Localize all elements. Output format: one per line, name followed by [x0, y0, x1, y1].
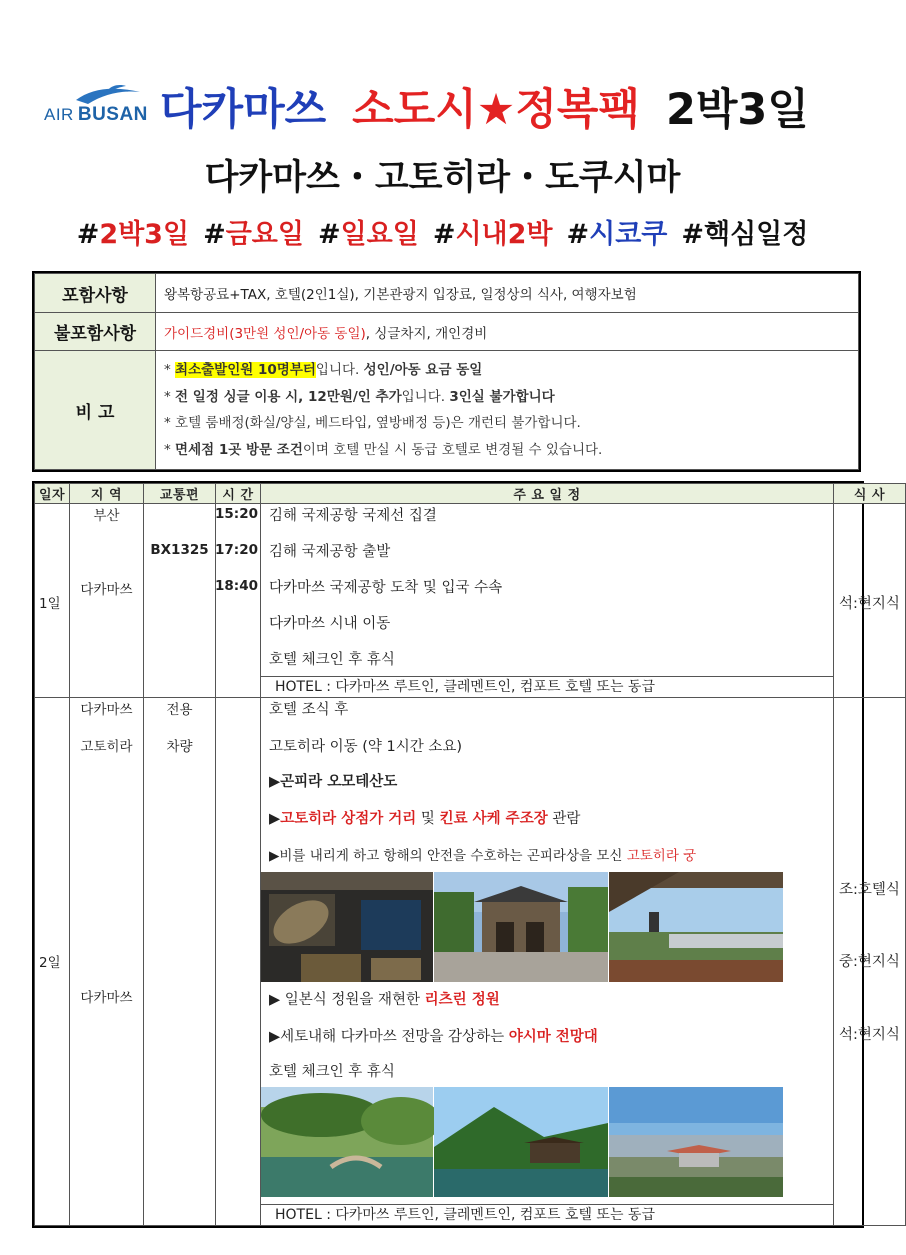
hashtag: #핵심일정: [681, 219, 809, 250]
day1-region-cell: [70, 504, 144, 698]
time-2: 17:20: [215, 542, 258, 558]
header-transport: 교통편: [144, 484, 216, 504]
day2-hotel: HOTEL : 다카마쓰 루트인, 클레멘트인, 컴포트 호텔 또는 동급: [261, 1204, 833, 1225]
day1-item: 다카마쓰 국제공항 도착 및 입국 수속: [269, 580, 503, 596]
header-region: 지 역: [70, 484, 144, 504]
day1-item: 김해 국제공항 출발: [269, 544, 391, 560]
sake-brewery-photo: [261, 872, 433, 982]
page-title: [160, 76, 809, 137]
day2-item-shopping: ▶고토히라 상점가 거리 및 킨료 사케 주조장 관람: [269, 811, 581, 827]
header-itinerary: 주 요 일 정: [261, 484, 834, 504]
notes-cell: [156, 351, 859, 470]
guide-fee-text: 가이드경비(3만원 성인/아동 동일): [164, 325, 366, 342]
day2-region-2: 고토히라: [80, 739, 133, 755]
flight-number: BX1325: [150, 542, 209, 558]
day1-time-cell: [216, 504, 261, 698]
header-meal: 식 사: [834, 484, 906, 504]
day1-region-takamatsu: 다카마쓰: [80, 582, 133, 598]
title-package: 소도시★정복팩: [352, 85, 640, 135]
day2-region-1: 다카마쓰: [80, 702, 133, 718]
excluded-text: [156, 313, 859, 351]
hashtag: #금요일: [203, 219, 304, 250]
day2-dinner: 석:현지식: [839, 1027, 900, 1043]
subtitle: 다카마쓰・고토히라・도쿠시마: [204, 158, 681, 198]
logo-busan-text: BUSAN: [77, 104, 148, 125]
day2-row: [35, 698, 906, 1226]
day2-item: 호텔 조식 후: [269, 702, 349, 718]
day1-item: 호텔 체크인 후 휴식: [269, 652, 395, 668]
day2-label: 2일: [39, 955, 61, 971]
day1-region-busan: 부산: [93, 508, 120, 524]
day1-hotel: HOTEL : 다카마쓰 루트인, 클레멘트인, 컴포트 호텔 또는 동급: [261, 676, 833, 697]
day1-dinner: 석:현지식: [839, 596, 900, 612]
logo-air-text: AIR: [44, 105, 74, 124]
time-1: 15:20: [215, 506, 258, 522]
day2-region-3: 다카마쓰: [80, 990, 133, 1006]
time-3: 18:40: [215, 578, 258, 594]
excluded-rest-text: , 싱글차지, 개인경비: [365, 325, 488, 342]
transport-vehicle: 차량: [166, 739, 193, 755]
hashtag-row: [0, 212, 885, 251]
hashtag: #2박3일: [76, 219, 190, 250]
day2-cell: [35, 698, 70, 1226]
day1-label: 1일: [39, 596, 61, 612]
note-room-assignment: * 호텔 룸배정(화실/양실, 베드타입, 옆방배정 등)은 개런티 불가합니다.: [164, 415, 581, 431]
day1-item: 다카마쓰 시내 이동: [269, 616, 391, 632]
day2-time-cell: [216, 698, 261, 1226]
note-duty-free: * 면세점 1곳 방문 조건이며 호텔 만실 시 동급 호텔로 변경될 수 있습니다.: [164, 441, 603, 458]
hashtag: #시코쿠: [566, 219, 668, 250]
yashima-observatory-photo: [609, 1087, 783, 1197]
day1-row: [35, 504, 906, 698]
day2-lunch: 중:현지식: [839, 954, 900, 970]
day2-transport-cell: [144, 698, 216, 1226]
note-single-charge: * 전 일정 싱글 이용 시, 12만원/인 추가입니다. 3인실 불가합니다: [164, 388, 555, 405]
note-min-people: * 최소출발인원 10명부터입니다. 성인/아동 요금 동일: [164, 362, 483, 378]
ritsurin-garden-photo: [261, 1087, 433, 1197]
air-busan-logo: [44, 84, 146, 130]
day1-cell: [35, 504, 70, 698]
day2-meal-cell: [834, 698, 906, 1226]
day1-item: 김해 국제공항 국제선 집결: [269, 508, 437, 524]
kotohira-view-photo: [609, 872, 783, 982]
day2-item-ritsurin: ▶ 일본식 정원을 재현한 리츠린 정원: [269, 992, 500, 1008]
info-table: [32, 271, 861, 472]
day2-itinerary-cell: [261, 698, 834, 1226]
ritsurin-pavilion-photo: [434, 1087, 608, 1197]
hashtag: #시내2박: [432, 219, 553, 250]
day2-region-cell: [70, 698, 144, 1226]
day1-meal-cell: [834, 504, 906, 698]
hashtag: #일요일: [317, 219, 419, 250]
included-text: 왕복항공료+TAX, 호텔(2인1실), 기본관광지 입장료, 일정상의 식사, 여행자보험: [156, 274, 859, 313]
day2-item-yashima: ▶세토내해 다카마쓰 전망을 감상하는 야시마 전망대: [269, 1029, 598, 1045]
day1-itinerary-cell: [261, 504, 834, 698]
day2-item: 고토히라 이동 (약 1시간 소요): [269, 739, 463, 755]
excluded-label: 불포함사항: [35, 313, 156, 351]
included-label: 포함사항: [35, 274, 156, 313]
header-day: 일자: [35, 484, 70, 504]
day2-item-shrine: ▶비를 내리게 하고 항해의 안전을 수호하는 곤피라상을 모신 고토히라 궁: [269, 848, 697, 864]
kotohira-shrine-photo: [434, 872, 608, 982]
day2-item-checkin: 호텔 체크인 후 휴식: [269, 1064, 395, 1080]
transport-private: 전용: [166, 702, 193, 718]
title-city: 다카마쓰: [160, 85, 327, 135]
day1-transport-cell: [144, 504, 216, 698]
bird-logo-icon: [74, 84, 144, 106]
day2-breakfast: 조:호텔식: [839, 882, 900, 898]
title-duration: 2박3일: [665, 85, 809, 135]
schedule-table: [32, 481, 900, 1228]
day2-item-omotesando: ▶곤피라 오모테산도: [269, 774, 398, 790]
notes-label: 비 고: [35, 351, 156, 470]
header-time: 시 간: [216, 484, 261, 504]
